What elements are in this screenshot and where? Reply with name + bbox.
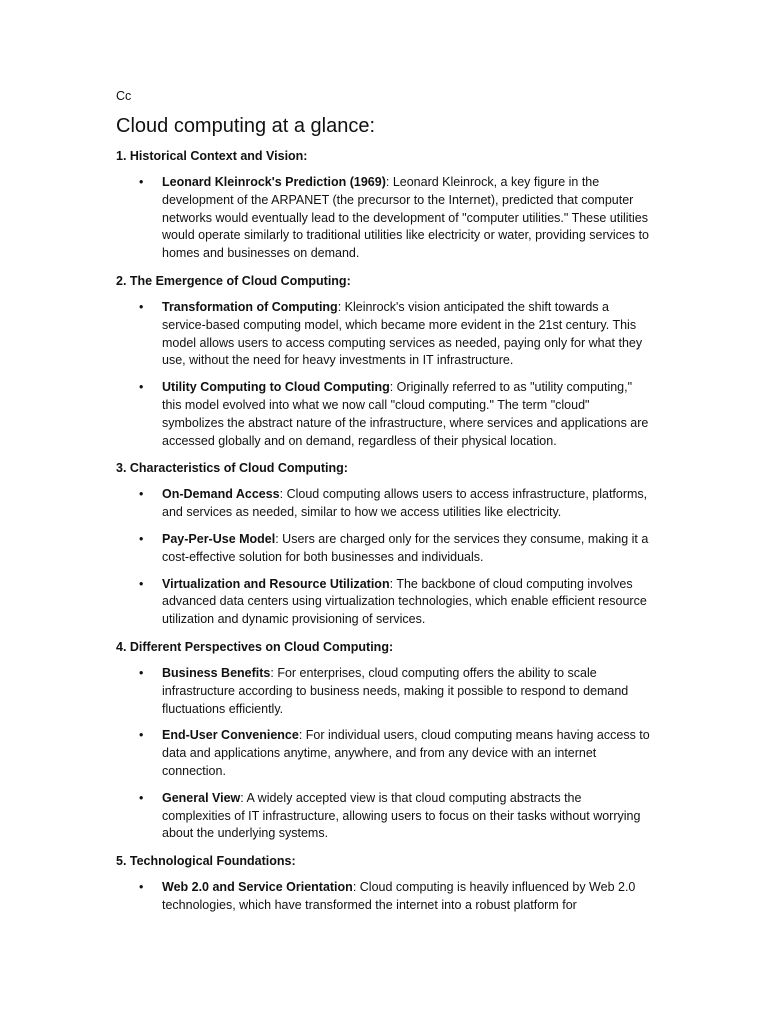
bullet-icon: •	[139, 175, 144, 189]
document-page	[116, 87, 652, 924]
item-term: General View	[162, 790, 241, 805]
bullet-icon: •	[139, 880, 144, 895]
section-4	[116, 638, 652, 843]
list-item	[116, 379, 652, 450]
item-text: : Originally referred to as "utility computing," this model evolved into what we now call "cloud computing." The term "cloud" symbolizes the abstract nature of the infrastructure, where services and applications are accessed globally and on demand, regardless of their physical location.	[162, 380, 649, 448]
item-term: On-Demand Access	[162, 487, 280, 502]
bullet-icon: •	[139, 665, 144, 680]
section-heading: 2. The Emergence of Cloud Computing:	[116, 273, 351, 288]
bullet-list	[116, 665, 652, 843]
item-term: Transformation of Computing	[162, 299, 338, 314]
list-item	[116, 879, 652, 915]
list-item	[116, 727, 652, 780]
bullet-icon: •	[139, 576, 144, 591]
section-heading: 5. Technological Foundations:	[116, 854, 296, 869]
item-text: : The backbone of cloud computing involves advanced data centers using virtualization technologies, which enable efficient resource utilization and dynamic provisioning of services.	[162, 576, 647, 627]
list-item	[116, 531, 652, 567]
section-heading: 3. Characteristics of Cloud Computing:	[116, 461, 348, 476]
bullet-list	[116, 879, 652, 915]
item-term: Web 2.0 and Service Orientation	[162, 880, 353, 895]
section-1	[116, 147, 652, 263]
bullet-icon: •	[139, 531, 144, 546]
item-text: : Leonard Kleinrock, a key figure in the development of the ARPANET (the precursor to the Internet), predicted that computer networks would eventually lead to the development of "computer utilities." These utilities would operate similarly to traditional utilities like electricity or water, providing services to homes and businesses on demand.	[162, 175, 650, 261]
bullet-icon: •	[139, 299, 144, 314]
item-text: : A widely accepted view is that cloud computing abstracts the complexities of IT infrastructure, allowing users to focus on their tasks without worrying about the underlying systems.	[162, 790, 641, 841]
bullet-list	[116, 299, 652, 450]
item-text: : For enterprises, cloud computing offers the ability to scale infrastructure according to business needs, making it possible to respond to demand fluctuations efficiently.	[162, 665, 629, 716]
list-item	[116, 576, 652, 629]
list-item	[116, 665, 652, 718]
item-term: Leonard Kleinrock's Prediction (1969)	[162, 175, 386, 189]
bullet-icon: •	[139, 380, 144, 395]
bullet-icon: •	[139, 728, 144, 743]
item-term: Utility Computing to Cloud Computing	[162, 380, 390, 395]
item-text: : Cloud computing allows users to access infrastructure, platforms, and services as needed, similar to how we access utilities like electricity.	[162, 487, 648, 520]
section-heading: 1. Historical Context and Vision:	[116, 149, 308, 163]
list-item	[116, 299, 652, 370]
section-heading: 4. Different Perspectives on Cloud Computing:	[116, 639, 394, 654]
section-5	[116, 852, 652, 915]
list-item	[116, 174, 652, 263]
item-term: End-User Convenience	[162, 728, 299, 743]
bullet-list	[116, 174, 652, 263]
item-term: Virtualization and Resource Utilization	[162, 576, 390, 591]
item-text: : For individual users, cloud computing means having access to data and applications anytime, anywhere, and from any device with an internet connection.	[162, 728, 650, 778]
section-3	[116, 459, 652, 629]
item-term: Pay-Per-Use Model	[162, 531, 276, 546]
document-title: Cloud computing at a glance:	[116, 115, 376, 137]
bullet-icon: •	[139, 487, 144, 502]
item-term: Business Benefits	[162, 665, 271, 680]
item-text: : Cloud computing is heavily influenced by Web 2.0 technologies, which have transformed the internet into a robust platform for	[162, 880, 636, 912]
section-2	[116, 272, 652, 450]
list-item	[116, 486, 652, 522]
item-text: : Users are charged only for the services they consume, making it a cost-effective solution for both businesses and individuals.	[162, 531, 649, 564]
item-text: : Kleinrock's vision anticipated the shift towards a service-based computing model, which became more evident in the 21st century. This model allows users to access computing services as needed, paying only for what they use, without the need for heavy investments in IT infrastructure.	[162, 299, 643, 368]
bullet-icon: •	[139, 790, 144, 805]
list-item	[116, 790, 652, 843]
header-text: Cc	[116, 89, 132, 103]
bullet-list	[116, 486, 652, 629]
